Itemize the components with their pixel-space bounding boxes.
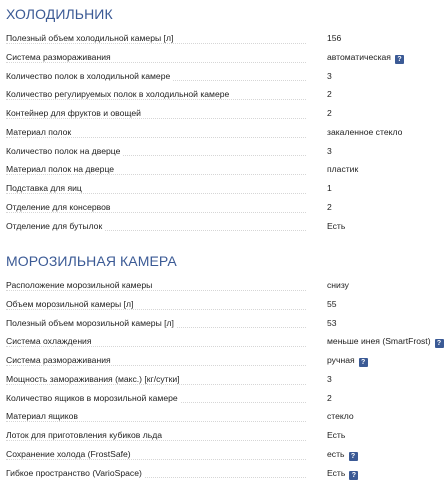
spec-value [327, 426, 345, 445]
spec-value-text: стекло [327, 411, 354, 422]
freezer-spec-table [6, 276, 440, 482]
spec-row [6, 389, 440, 408]
spec-value [327, 85, 332, 104]
spec-label-text: Система размораживания [6, 52, 114, 62]
spec-label-text: Система размораживания [6, 355, 114, 365]
section-title-freezer: МОРОЗИЛЬНАЯ КАМЕРА [6, 253, 177, 269]
spec-value-text: есть [327, 448, 345, 459]
spec-row [6, 407, 440, 426]
help-icon[interactable]: ? [395, 55, 404, 64]
spec-label-text: Мощность замораживания (макс.) [кг/сутки] [6, 374, 183, 384]
spec-value-text: 3 [327, 145, 332, 156]
spec-value-text: 1 [327, 183, 332, 193]
spec-row [6, 370, 440, 389]
spec-row [6, 67, 440, 86]
spec-row [6, 179, 440, 198]
spec-label [6, 123, 306, 142]
spec-label [6, 217, 306, 236]
spec-value-text: 3 [327, 70, 332, 81]
spec-label [6, 351, 306, 370]
spec-label [6, 332, 306, 351]
spec-value [327, 29, 341, 48]
spec-value-text: Есть [327, 220, 346, 231]
spec-row [6, 426, 440, 445]
spec-label [6, 426, 306, 445]
spec-value [327, 407, 354, 426]
spec-row [6, 332, 440, 351]
spec-row [6, 217, 440, 236]
spec-value-text: 2 [327, 89, 332, 100]
spec-value-text: 53 [327, 317, 337, 328]
spec-row [6, 464, 440, 483]
spec-value-text: автоматическая [327, 51, 391, 62]
spec-label [6, 67, 306, 86]
spec-value [327, 142, 332, 161]
spec-value [327, 104, 332, 123]
spec-value [327, 370, 332, 389]
spec-label-text: Подставка для яиц [6, 183, 85, 193]
spec-value-text: 55 [327, 298, 337, 309]
spec-value-text: 2 [327, 392, 332, 403]
spec-value [327, 179, 332, 198]
spec-row [6, 48, 440, 67]
spec-label [6, 314, 306, 333]
spec-value-text: Есть [327, 430, 346, 440]
spec-row [6, 142, 440, 161]
spec-label-text: Материал полок [6, 127, 74, 137]
spec-label-text: Количество регулируемых полок в холодильной камере [6, 89, 232, 99]
spec-value [327, 332, 444, 351]
spec-label [6, 407, 306, 426]
spec-value [327, 48, 404, 67]
spec-label-text: Полезный объем холодильной камеры [л] [6, 33, 176, 43]
spec-value [327, 123, 402, 142]
spec-label [6, 48, 306, 67]
spec-value [327, 160, 358, 179]
spec-value-text: 2 [327, 201, 332, 212]
spec-label [6, 445, 306, 464]
spec-value [327, 464, 358, 483]
spec-row [6, 104, 440, 123]
spec-label-text: Количество полок на дверце [6, 146, 123, 156]
spec-value-text: 156 [327, 33, 342, 43]
spec-row [6, 85, 440, 104]
spec-value [327, 389, 332, 408]
spec-label-text: Сохранение холода (FrostSafe) [6, 449, 134, 459]
spec-label-text: Полезный объем морозильной камеры [л] [6, 318, 177, 328]
spec-label-text: Отделение для бутылок [6, 221, 105, 231]
spec-value-text: снизу [327, 280, 349, 290]
spec-label [6, 389, 306, 408]
spec-value-text: меньше инея (SmartFrost) [327, 336, 431, 347]
spec-label [6, 160, 306, 179]
spec-label-text: Гибкое пространство (VarioSpace) [6, 468, 145, 478]
spec-label [6, 295, 306, 314]
spec-row [6, 123, 440, 142]
spec-value [327, 67, 332, 86]
spec-label-text: Отделение для консервов [6, 202, 113, 212]
spec-label-text: Расположение морозильной камеры [6, 280, 155, 290]
spec-value [327, 295, 337, 314]
fridge-spec-table [6, 29, 440, 235]
spec-label [6, 370, 306, 389]
spec-row [6, 295, 440, 314]
spec-row [6, 160, 440, 179]
spec-value-text: 2 [327, 108, 332, 118]
spec-value-text: ручная [327, 355, 355, 365]
spec-value [327, 445, 358, 464]
spec-value [327, 276, 349, 295]
spec-label-text: Система охлаждения [6, 336, 95, 346]
spec-row [6, 351, 440, 370]
spec-label [6, 142, 306, 161]
spec-label [6, 464, 306, 483]
spec-value-text: 3 [327, 373, 332, 384]
spec-label [6, 179, 306, 198]
spec-value [327, 351, 368, 370]
spec-label [6, 104, 306, 123]
help-icon[interactable]: ? [435, 339, 444, 348]
spec-value-text: Есть [327, 467, 346, 478]
spec-label [6, 29, 306, 48]
spec-label-text: Количество полок в холодильной камере [6, 71, 173, 81]
spec-label-text: Количество ящиков в морозильной камере [6, 393, 181, 403]
spec-label-text: Контейнер для фруктов и овощей [6, 108, 144, 118]
spec-value [327, 198, 332, 217]
spec-label-text: Материал ящиков [6, 411, 81, 421]
spec-row [6, 445, 440, 464]
spec-label [6, 276, 306, 295]
spec-value [327, 314, 337, 333]
spec-value-text: закаленное стекло [327, 126, 403, 137]
spec-row [6, 29, 440, 48]
spec-label-text: Материал полок на дверце [6, 164, 117, 174]
section-title-fridge: ХОЛОДИЛЬНИК [6, 6, 113, 22]
spec-row [6, 198, 440, 217]
help-icon[interactable]: ? [349, 471, 358, 480]
spec-label-text: Объем морозильной камеры [л] [6, 299, 136, 309]
help-icon[interactable]: ? [359, 358, 368, 367]
spec-value-text: пластик [327, 164, 359, 175]
help-icon[interactable]: ? [349, 452, 358, 461]
spec-label [6, 85, 306, 104]
spec-row [6, 276, 440, 295]
spec-value [327, 217, 345, 236]
spec-label [6, 198, 306, 217]
spec-row [6, 314, 440, 333]
spec-label-text: Лоток для приготовления кубиков льда [6, 430, 165, 440]
